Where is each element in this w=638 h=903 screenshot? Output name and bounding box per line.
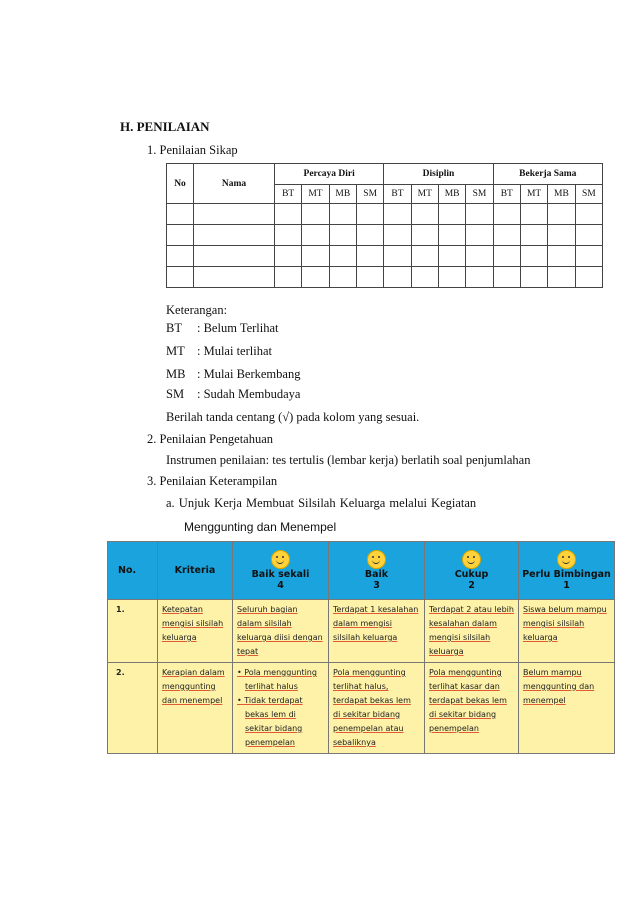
level-cell: Terdapat 1 kesalahan dalam mengisi silsilah keluarga bbox=[329, 600, 425, 663]
level-score: 1 bbox=[563, 580, 570, 591]
rubric-row bbox=[108, 663, 615, 754]
level-score: 4 bbox=[277, 580, 284, 591]
sub-header: BT bbox=[384, 185, 411, 204]
group-header: Disiplin bbox=[384, 164, 493, 185]
sub-header: SM bbox=[575, 185, 602, 204]
sub-header: MT bbox=[411, 185, 438, 204]
smiley-icon bbox=[557, 550, 576, 569]
level-score: 2 bbox=[468, 580, 475, 591]
sub-header: BT bbox=[493, 185, 520, 204]
smiley-icon bbox=[462, 550, 481, 569]
level-name: Baik bbox=[364, 569, 389, 580]
level-cell: Siswa belum mampu mengisi silsilah keluarga bbox=[519, 600, 615, 663]
unjuk-kerja-continuation: Menggunting dan Menempel bbox=[184, 520, 337, 534]
item-penilaian-sikap: 1. Penilaian Sikap bbox=[147, 143, 238, 157]
no-header: No bbox=[167, 164, 194, 204]
keterangan-title: Keterangan: bbox=[166, 303, 228, 317]
group-header: Percaya Diri bbox=[275, 164, 384, 185]
unjuk-kerja-line: a. Unjuk Kerja Membuat Silsilah Keluarga melalui Kegiatan bbox=[166, 496, 477, 510]
criteria-cell: Kerapian dalam menggunting dan menempel bbox=[158, 663, 233, 754]
item-penilaian-pengetahuan: 2. Penilaian Pengetahuan bbox=[147, 432, 274, 446]
level-cell: Pola menggunting terlihat halus, terdapat bekas lem di sekitar bidang penempelan atau sebaliknya bbox=[329, 663, 425, 754]
legend-code: MB bbox=[166, 367, 186, 381]
section-heading: H. PENILAIAN bbox=[120, 119, 210, 134]
legend-code: MT bbox=[166, 344, 185, 358]
level-name: Cukup bbox=[454, 569, 489, 580]
level-cell: Belum mampu menggunting dan menempel bbox=[519, 663, 615, 754]
attitude-assessment-table bbox=[166, 163, 603, 288]
level-score: 3 bbox=[373, 580, 380, 591]
sub-header: MB bbox=[548, 185, 575, 204]
legend-desc: : Mulai Berkembang bbox=[197, 367, 301, 381]
level-name: Baik sekali bbox=[251, 569, 310, 580]
skill-rubric-table bbox=[107, 541, 615, 754]
legend-desc: : Sudah Membudaya bbox=[197, 387, 301, 401]
empty-row bbox=[167, 225, 603, 246]
legend-code: SM bbox=[166, 387, 185, 401]
nama-header: Nama bbox=[194, 164, 275, 204]
empty-row bbox=[167, 204, 603, 225]
sub-header: MB bbox=[329, 185, 356, 204]
bullet-item: • Tidak terdapat bekas lem di sekitar bidang penempelan bbox=[237, 696, 303, 747]
rubric-level-header bbox=[519, 542, 615, 600]
rubric-no-header: No. bbox=[108, 542, 158, 600]
row-number: 1. bbox=[108, 600, 158, 663]
instrument-description: Instrumen penilaian: tes tertulis (lembar kerja) berlatih soal penjumlahan bbox=[166, 453, 531, 467]
level-cell bbox=[233, 663, 329, 754]
level-cell: Pola menggunting terlihat kasar dan terdapat bekas lem di sekitar bidang penempelan bbox=[425, 663, 519, 754]
level-name: Perlu Bimbingan bbox=[522, 569, 611, 580]
bullet-item: • Pola menggunting terlihat halus bbox=[237, 668, 317, 691]
legend-desc: : Belum Terlihat bbox=[197, 321, 279, 335]
criteria-cell: Ketepatan mengisi silsilah keluarga bbox=[158, 600, 233, 663]
rubric-level-header bbox=[233, 542, 329, 600]
rubric-row bbox=[108, 600, 615, 663]
sub-header: MB bbox=[438, 185, 465, 204]
sub-header: SM bbox=[466, 185, 493, 204]
sub-header: MT bbox=[520, 185, 547, 204]
level-cell: Seluruh bagian dalam silsilah keluarga diisi dengan tepat bbox=[233, 600, 329, 663]
item-penilaian-keterampilan: 3. Penilaian Keterampilan bbox=[147, 474, 278, 488]
legend-code: BT bbox=[166, 321, 182, 335]
empty-row bbox=[167, 267, 603, 288]
sub-header: MT bbox=[302, 185, 329, 204]
smiley-icon bbox=[367, 550, 386, 569]
row-number: 2. bbox=[108, 663, 158, 754]
sub-header: BT bbox=[275, 185, 302, 204]
smiley-icon bbox=[271, 550, 290, 569]
sub-header: SM bbox=[356, 185, 383, 204]
instruction-text: Berilah tanda centang (√) pada kolom yang sesuai. bbox=[166, 410, 420, 424]
level-cell: Terdapat 2 atau lebih kesalahan dalam mengisi silsilah keluarga bbox=[425, 600, 519, 663]
empty-row bbox=[167, 246, 603, 267]
legend-desc: : Mulai terlihat bbox=[197, 344, 272, 358]
rubric-kriteria-header: Kriteria bbox=[158, 542, 233, 600]
group-header: Bekerja Sama bbox=[493, 164, 602, 185]
rubric-level-header bbox=[329, 542, 425, 600]
rubric-level-header bbox=[425, 542, 519, 600]
